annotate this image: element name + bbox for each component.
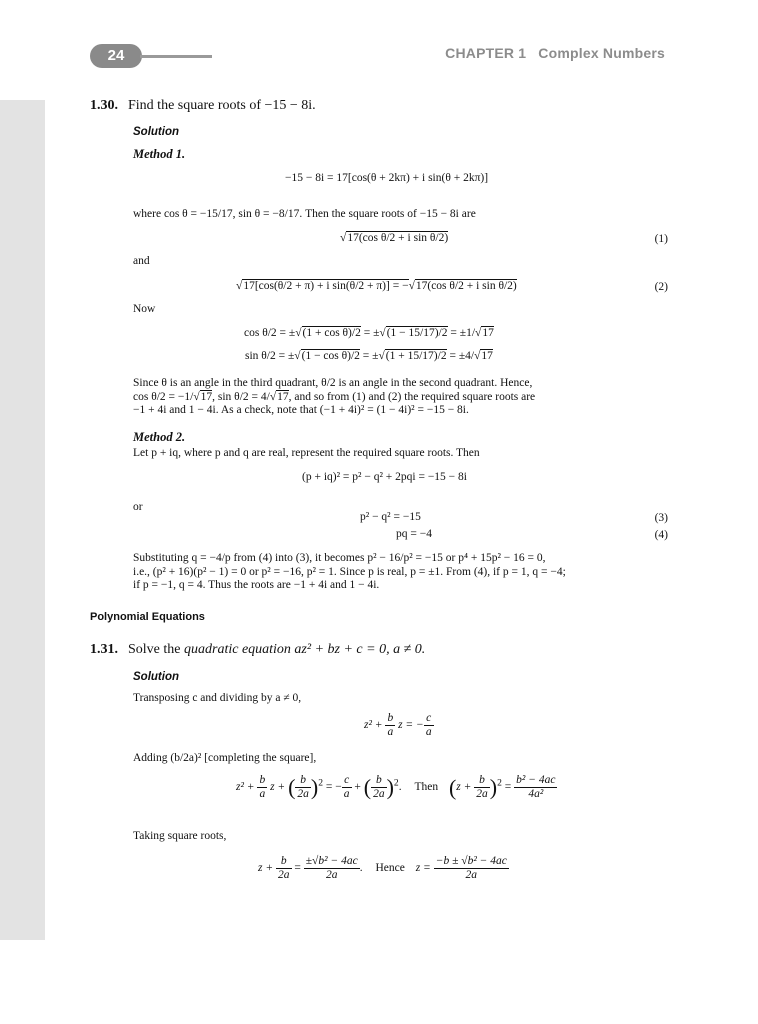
cos-half-angle-equation: cos θ/2 = ±√(1 + cos θ)/2 = ±√(1 − 15/17)/2 = ±1/√17	[244, 327, 494, 339]
method-2-label: Method 2.	[133, 430, 186, 444]
equation-2-number: (2)	[654, 281, 668, 293]
equation-1: √17(cos θ/2 + i sin θ/2)	[340, 232, 449, 244]
equation-2-left: 17[cos(θ/2 + π) + i sin(θ/2 + π)] = −	[243, 280, 409, 292]
equation-2-right: 17(cos θ/2 + i sin θ/2)	[415, 280, 517, 292]
problem-number: 1.30.	[90, 98, 118, 113]
hence-text: Hence	[375, 862, 405, 875]
chapter-heading	[445, 45, 665, 61]
taking-roots-text: Taking square roots,	[133, 830, 227, 842]
since-line-1: Since θ is an angle in the third quadrant, θ/2 is an angle in the second quadrant. Hence,	[133, 377, 533, 389]
method-1-label: Method 1.	[133, 147, 186, 161]
problem-number: 1.31.	[90, 642, 118, 657]
equation-1-number: (1)	[654, 233, 668, 245]
page-number-badge: 24	[90, 44, 142, 68]
since-paragraph	[133, 377, 673, 418]
let-text: Let p + iq, where p and q are real, represent the required square roots. Then	[133, 447, 480, 459]
sin-half-angle-equation: sin θ/2 = ±√(1 − cos θ)/2 = ±√(1 + 15/17)/2 = ±4/√17	[245, 350, 493, 362]
problem-statement-emphasis: quadratic equation az² + bz + c = 0, a ≠ 0.	[184, 642, 426, 657]
and-text: and	[133, 255, 150, 267]
equation-1-body: 17(cos θ/2 + i sin θ/2)	[347, 232, 449, 244]
chapter-label: CHAPTER 1	[445, 45, 527, 61]
equation-3-number: (3)	[654, 512, 668, 524]
problem-130-heading	[90, 96, 316, 114]
subst-line-3: if p = −1, q = 4. Thus the roots are −1 + 4i and 1 − 4i.	[133, 579, 380, 591]
problem-statement: Find the square roots of −15 − 8i.	[128, 98, 316, 113]
equation-4-number: (4)	[654, 529, 668, 541]
pq-equation: (p + iq)² = p² − q² + 2pqi = −15 − 8i	[302, 471, 467, 483]
header-rule	[140, 55, 212, 58]
where-text: where cos θ = −15/17, sin θ = −8/17. Then the square roots of −15 − 8i are	[133, 208, 476, 220]
square-root-equation: z + $\frac{b}{2a}$ = $\frac{\text{±√b² − 4ac}}{2a}$ . Hence z = $\frac{\text{−b ± √b² − 4ac}}{2a}$	[258, 855, 507, 881]
subst-line-1: Substituting q = −4/p from (4) into (3), it becomes p² − 16/p² = −15 or p⁴ + 15p² − 16 = 0,	[133, 552, 546, 564]
equation-2: √17[cos(θ/2 + π) + i sin(θ/2 + π)] = −√17(cos θ/2 + i sin θ/2)	[236, 280, 517, 292]
transposing-text: Transposing c and dividing by a ≠ 0,	[133, 692, 302, 704]
margin-bar	[0, 100, 45, 940]
adding-text: Adding (b/2a)² [completing the square],	[133, 752, 317, 764]
equation-3: p² − q² = −15	[360, 511, 421, 523]
problem-131-heading	[90, 640, 425, 658]
transposed-equation: z² + $\frac{b}{a}$ z = − $\frac{c}{a}$	[364, 712, 432, 738]
equation-4: pq = −4	[396, 528, 432, 540]
since-line-3: −1 + 4i and 1 − 4i. As a check, note that (−1 + 4i)² = (1 − 4i)² = −15 − 8i.	[133, 404, 469, 416]
now-text: Now	[133, 303, 156, 315]
section-title: Polynomial Equations	[90, 611, 205, 623]
solution-label: Solution	[133, 671, 179, 683]
solution-label: Solution	[133, 126, 179, 138]
polar-form-equation: −15 − 8i = 17[cos(θ + 2kπ) + i sin(θ + 2kπ)]	[285, 172, 489, 184]
substituting-paragraph	[133, 552, 673, 593]
problem-statement-lead: Solve the	[128, 642, 184, 657]
or-text: or	[133, 501, 143, 513]
chapter-title: Complex Numbers	[538, 45, 665, 61]
completing-square-equation: z² + $\frac{b}{a}$ z + ( $\frac{b}{2a}$ )$^2$ = − $\frac{c}{a}$ + ( $\frac{b}{2a}$ )$^2$. Then (z + $\frac{b}{2a}$ )$^2$ = $\frac{\text{b² − 4ac}}{\text{4a²}}$	[236, 774, 556, 800]
then-text: Then	[414, 781, 439, 794]
since-line-2: cos θ/2 = −1/√17, sin θ/2 = 4/√17, and so from (1) and (2) the required square roots are	[133, 390, 536, 403]
subst-line-2: i.e., (p² + 16)(p² − 1) = 0 or p² = −16, p² = 1. Since p is real, p = ±1. From (4), if p = 1, q = −4;	[133, 565, 566, 578]
